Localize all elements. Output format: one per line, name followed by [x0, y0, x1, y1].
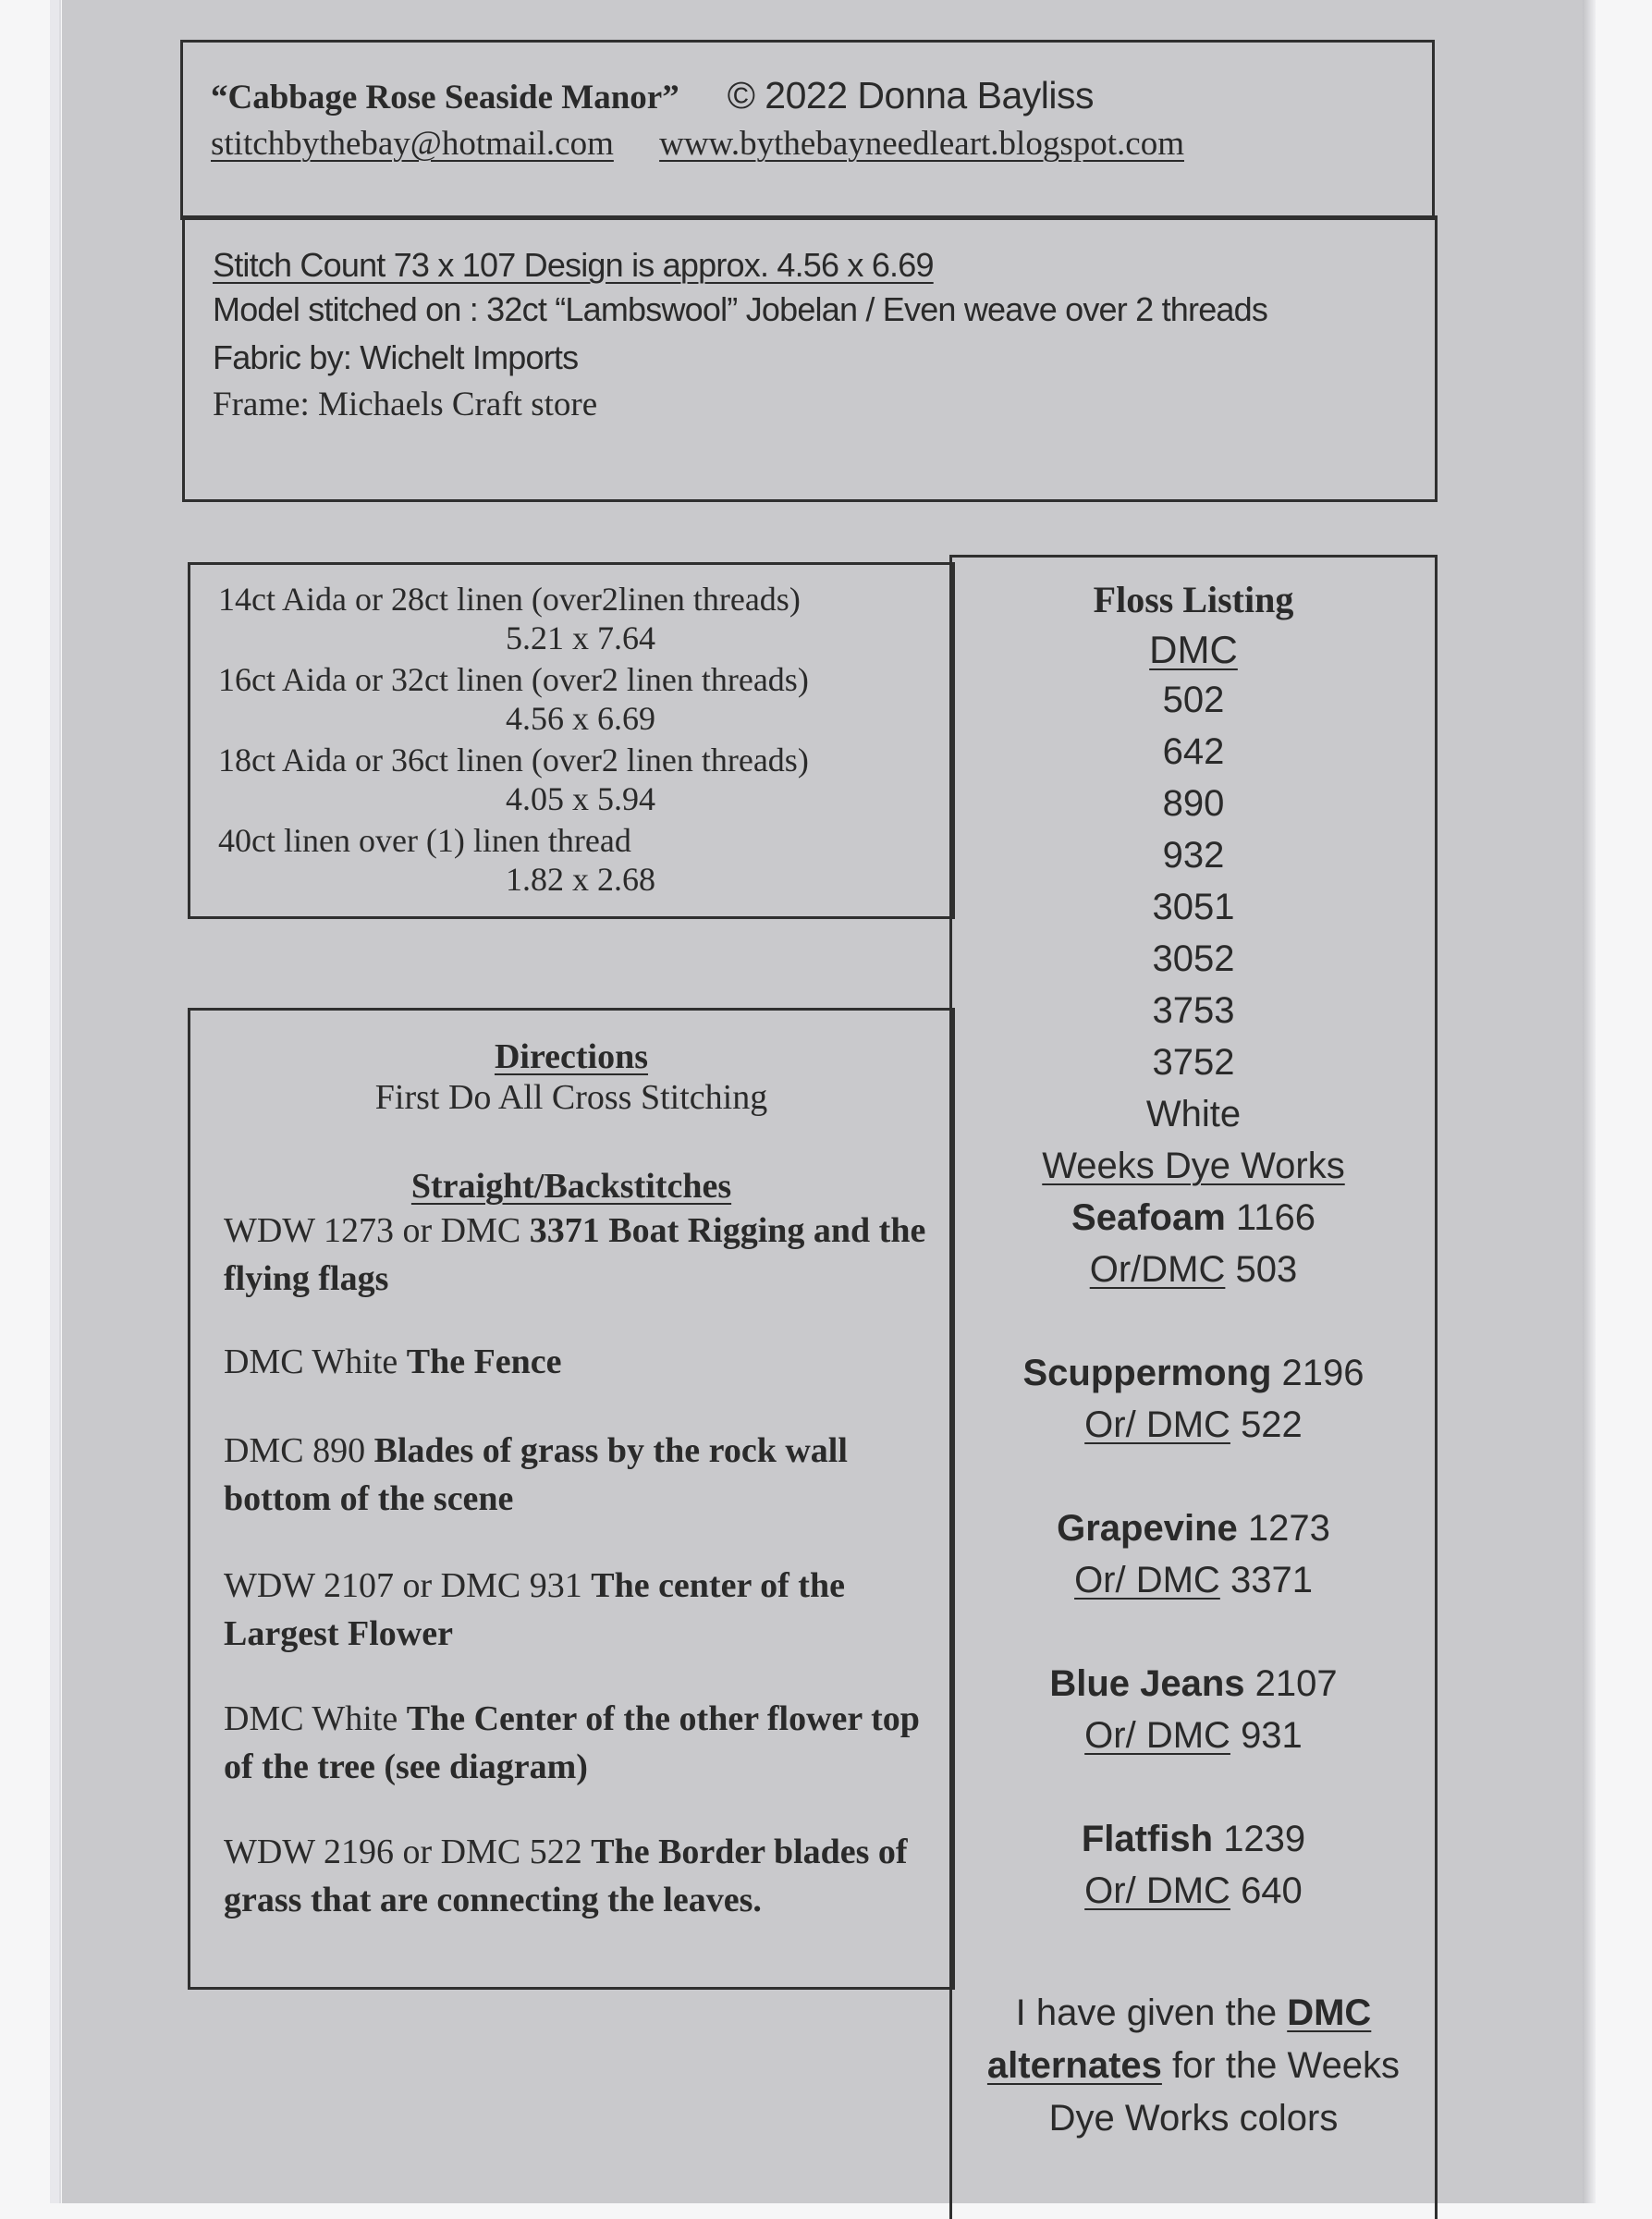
fabric-by-value: Wichelt Imports [360, 338, 579, 376]
wdw-color [952, 1197, 1435, 1239]
directions-title [190, 1036, 952, 1077]
wdw-color [952, 1353, 1435, 1394]
alt-label: Or/ DMC [1074, 1560, 1220, 1600]
size-fabric: 16ct Aida or 32ct linen (over2 linen threads) [218, 661, 809, 698]
note-text: I have given the [1015, 1992, 1288, 2033]
wdw-color-name: Flatfish [1081, 1819, 1214, 1859]
frame-info: Frame: Michaels Craft store [213, 386, 598, 423]
dmc-number: 890 [1162, 783, 1225, 824]
size-fabric: 40ct linen over (1) linen thread [218, 822, 631, 859]
copyright-notice: © 2022 Donna Bayliss [727, 74, 1094, 116]
paper-shadow [1583, 0, 1596, 2203]
size-dimensions: 4.05 x 5.94 [506, 780, 655, 817]
wdw-dmc-alternate [952, 1404, 1435, 1446]
backstitch-heading [190, 1166, 952, 1207]
fabric-by [213, 338, 578, 377]
wdw-color-number: 1166 [1235, 1197, 1315, 1238]
wdw-color-name: Scuppermong [1022, 1353, 1272, 1393]
pattern-title: “Cabbage Rose Seaside Manor” [211, 79, 679, 116]
backstitch-heading-text: Straight/Backstitches [410, 1167, 732, 1206]
dmc-number: 932 [1162, 835, 1225, 876]
fabric-by-label: Fabric by: [213, 338, 352, 376]
wdw-color [952, 1508, 1435, 1550]
alt-label: Or/ DMC [1084, 1404, 1230, 1445]
directions-box [188, 1008, 955, 1990]
dmc-number: 3752 [1152, 1042, 1235, 1083]
size-dimensions: 4.56 x 6.69 [506, 700, 655, 737]
dmc-number: 502 [1162, 680, 1225, 720]
instruction-description: 3371 Boat Rigging and the flying flags [224, 1211, 926, 1298]
wdw-color-number: 1273 [1247, 1508, 1330, 1549]
wdw-dmc-alternate [952, 1870, 1435, 1912]
dmc-number: White [1145, 1094, 1242, 1134]
note-text: for the Weeks Dye Works colors [1048, 2045, 1401, 2139]
size-fabric: 18ct Aida or 36ct linen (over2 linen threads) [218, 742, 809, 778]
wdw-color [952, 1663, 1435, 1705]
fabric-sizes-box [188, 562, 955, 919]
instruction-thread: DMC White [224, 1699, 407, 1738]
wdw-dmc-alternate [952, 1249, 1435, 1291]
header-title-line [211, 74, 1094, 117]
dmc-heading [952, 628, 1435, 672]
instruction-description: The Fence [406, 1342, 562, 1381]
alt-number: 522 [1241, 1404, 1303, 1445]
backstitch-instruction [224, 1562, 926, 1658]
instruction-description: The Center of the other flower top of the tree (see diagram) [224, 1699, 920, 1786]
wdw-color-name: Grapevine [1057, 1508, 1238, 1549]
wdw-dmc-alternate [952, 1715, 1435, 1757]
instruction-description: The center of the Largest Flower [224, 1566, 845, 1653]
size-dimensions: 1.82 x 2.68 [506, 861, 655, 898]
dmc-heading-text: DMC [1149, 628, 1238, 671]
backstitch-instruction [224, 1207, 926, 1303]
instruction-description: Blades of grass by the rock wall bottom of the scene [224, 1431, 848, 1518]
alt-number: 640 [1241, 1870, 1303, 1911]
instruction-thread: DMC 890 [224, 1431, 374, 1470]
wdw-dmc-alternate [952, 1560, 1435, 1601]
alt-label: Or/DMC [1089, 1249, 1226, 1290]
dmc-number: 3051 [1152, 887, 1235, 927]
wdw-color [952, 1819, 1435, 1860]
instruction-description: The Border blades of grass that are connecting the leaves. [224, 1833, 908, 1919]
wdw-color-name: Blue Jeans [1049, 1663, 1245, 1704]
directions-title-text: Directions [494, 1037, 649, 1076]
specs-box [182, 215, 1438, 502]
backstitch-instruction [224, 1338, 926, 1386]
contact-links [211, 124, 1184, 164]
wdw-heading-text: Weeks Dye Works [1042, 1146, 1345, 1186]
size-fabric: 14ct Aida or 28ct linen (over2linen threads) [218, 581, 801, 618]
model-stitched-on: Model stitched on : 32ct “Lambswool” Jobelan / Even weave over 2 threads [213, 290, 1268, 328]
alt-number: 3371 [1230, 1560, 1313, 1600]
wdw-color-number: 1239 [1223, 1819, 1306, 1859]
dmc-alternates-note [952, 1987, 1435, 2145]
header-box [180, 40, 1435, 220]
alt-number: 931 [1241, 1715, 1303, 1756]
note-emphasis: DMC alternates [986, 1992, 1372, 2086]
wdw-color-name: Seafoam [1071, 1197, 1226, 1238]
email-link[interactable]: stitchbythebay@hotmail.com [211, 125, 614, 163]
instruction-thread: DMC White [224, 1342, 407, 1381]
directions-first-step: First Do All Cross Stitching [374, 1078, 768, 1117]
instruction-thread: WDW 2107 or DMC 931 [224, 1566, 592, 1605]
backstitch-instruction [224, 1695, 926, 1791]
instruction-thread: WDW 2196 or DMC 522 [224, 1833, 592, 1871]
alt-label: Or/ DMC [1084, 1715, 1230, 1756]
dmc-number: 3753 [1152, 990, 1235, 1031]
floss-listing-box [949, 555, 1438, 2219]
wdw-heading [952, 1146, 1435, 1187]
dmc-number: 642 [1162, 731, 1225, 772]
instruction-thread: WDW 1273 or DMC [224, 1211, 530, 1250]
stitch-count: Stitch Count 73 x 107 Design is approx. 4.56 x 6.69 [213, 246, 934, 284]
floss-listing-title: Floss Listing [1093, 579, 1294, 620]
backstitch-instruction [224, 1427, 926, 1523]
paper-edge [50, 0, 61, 2203]
dmc-number: 3052 [1152, 938, 1235, 979]
wdw-color-number: 2107 [1254, 1663, 1338, 1704]
wdw-color-number: 2196 [1281, 1353, 1364, 1393]
size-dimensions: 5.21 x 7.64 [506, 619, 655, 656]
alt-number: 503 [1235, 1249, 1298, 1290]
alt-label: Or/ DMC [1084, 1870, 1230, 1911]
backstitch-instruction [224, 1828, 926, 1924]
website-link[interactable]: www.bythebayneedleart.blogspot.com [659, 125, 1184, 163]
